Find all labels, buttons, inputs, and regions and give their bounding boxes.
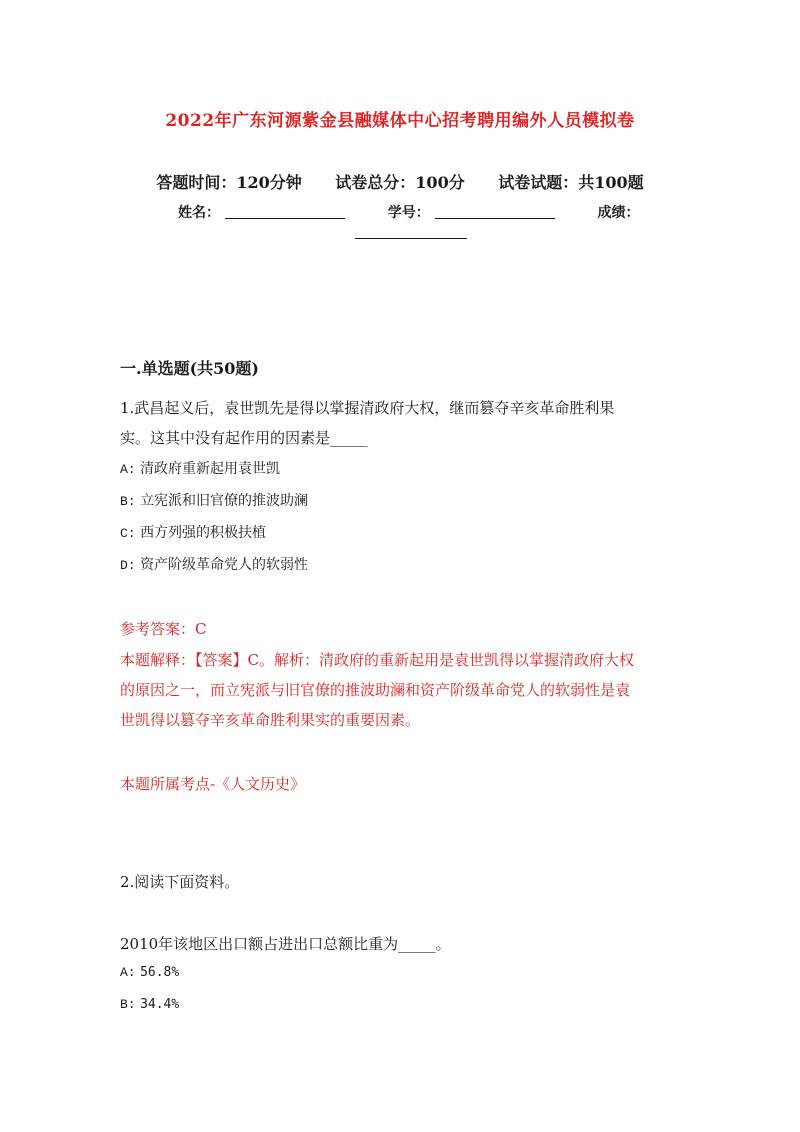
option-label: C: bbox=[120, 526, 136, 541]
q1-stem-line1: 1.武昌起义后，袁世凯先是得以掌握清政府大权，继而篡夺辛亥革命胜利果 bbox=[120, 399, 615, 417]
id-label: 学号： bbox=[387, 205, 430, 221]
option-label: A: bbox=[120, 462, 136, 477]
option-text: 资产阶级革命党人的软弱性 bbox=[140, 557, 309, 573]
q1-option-b[interactable] bbox=[120, 490, 308, 510]
option-text: 清政府重新起用袁世凯 bbox=[140, 461, 281, 477]
exam-meta bbox=[0, 170, 800, 193]
q2-option-b[interactable] bbox=[120, 996, 179, 1012]
q1-option-a[interactable] bbox=[120, 458, 280, 478]
name-label: 姓名： bbox=[178, 205, 220, 221]
q1-explanation-line2: 的原因之一，而立宪派与旧官僚的推波助澜和资产阶级革命党人的软弱性是袁 bbox=[120, 681, 631, 699]
option-label: A: bbox=[120, 965, 136, 980]
q2-stem-line1: 2.阅读下面资料。 bbox=[120, 873, 240, 891]
q1-option-d[interactable] bbox=[120, 554, 308, 574]
option-text: 立宪派和旧官僚的推波助澜 bbox=[140, 493, 309, 509]
name-blank[interactable] bbox=[225, 204, 345, 219]
id-blank[interactable] bbox=[435, 204, 555, 219]
option-label: B: bbox=[120, 494, 136, 509]
q1-explanation-line3: 世凯得以篡夺辛亥革命胜利果实的重要因素。 bbox=[120, 711, 421, 729]
q1-explanation-line1: 本题解释：【答案】C。解析：清政府的重新起用是袁世凯得以掌握清政府大权 bbox=[120, 651, 634, 669]
exam-total-score: 试卷总分：100分 bbox=[335, 173, 465, 192]
score-blank[interactable] bbox=[355, 224, 467, 239]
option-text: 34.4% bbox=[140, 997, 180, 1012]
q2-option-a[interactable] bbox=[120, 964, 179, 980]
option-label: B: bbox=[120, 997, 136, 1012]
page-title: 2022年广东河源紫金县融媒体中心招考聘用编外人员模拟卷 bbox=[165, 111, 635, 131]
exam-question-count: 试卷试题：共100题 bbox=[498, 173, 644, 192]
option-text: 56.8% bbox=[140, 965, 180, 980]
q1-topic: 本题所属考点-《人文历史》 bbox=[120, 775, 306, 793]
option-label: D: bbox=[120, 558, 136, 573]
score-label: 成绩： bbox=[597, 205, 640, 221]
q1-stem-line2: 实。这其中没有起作用的因素是_____ bbox=[120, 429, 368, 447]
exam-time: 答题时间：120分钟 bbox=[156, 173, 302, 192]
section-heading: 一.单选题(共50题) bbox=[120, 359, 259, 378]
q1-answer: 参考答案：C bbox=[120, 620, 207, 638]
student-fields bbox=[178, 202, 658, 222]
option-text: 西方列强的积极扶植 bbox=[140, 525, 267, 541]
q2-stem-line2: 2010年该地区出口额占进出口总额比重为_____。 bbox=[120, 935, 451, 953]
q1-option-c[interactable] bbox=[120, 522, 266, 542]
